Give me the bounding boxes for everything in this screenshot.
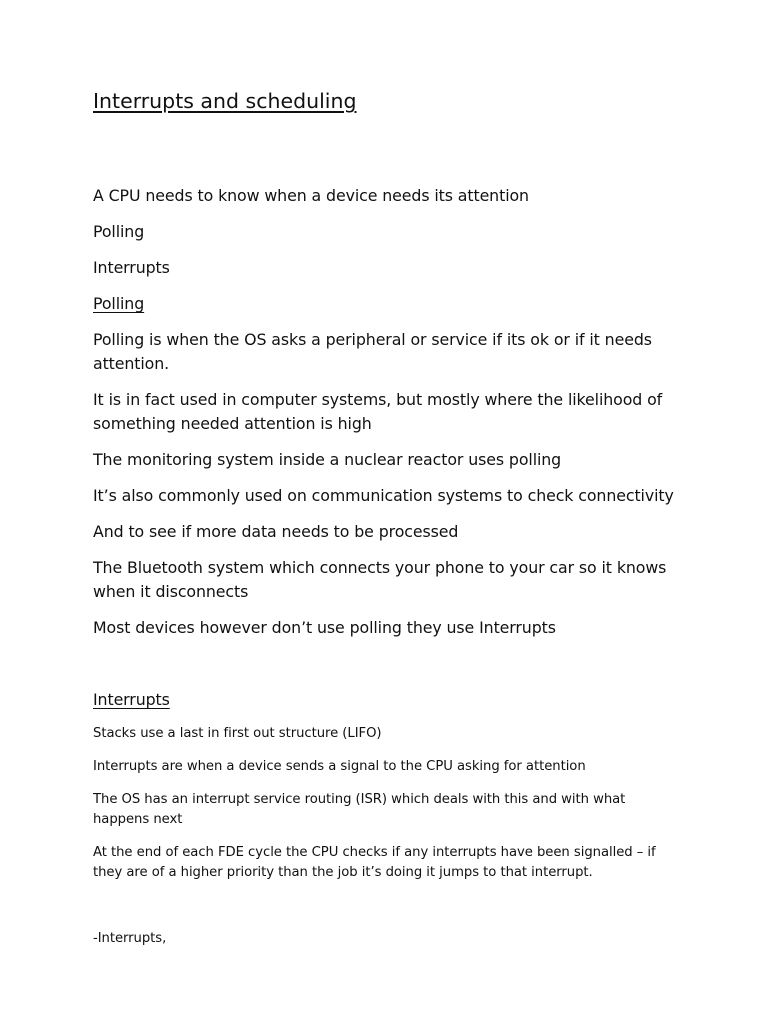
- intro-method-interrupts: Interrupts: [93, 258, 170, 277]
- polling-paragraph: And to see if more data needs to be processed: [93, 522, 459, 541]
- polling-paragraph: The monitoring system inside a nuclear reactor uses polling: [93, 450, 562, 469]
- interrupts-paragraph: The OS has an interrupt service routing (ISR) which deals with this and with what happens next: [93, 792, 626, 827]
- intro-lead: A CPU needs to know when a device needs its attention: [93, 186, 529, 205]
- polling-paragraph: Most devices however don’t use polling they use Interrupts: [93, 618, 556, 637]
- interrupts-paragraph: Interrupts are when a device sends a signal to the CPU asking for attention: [93, 759, 586, 774]
- intro-method-polling: Polling: [93, 222, 145, 241]
- polling-paragraph: It is in fact used in computer systems, but mostly where the likelihood of something needed attention is high: [93, 390, 663, 433]
- trailing-note: -Interrupts,: [93, 931, 167, 946]
- page-title: Interrupts and scheduling: [93, 89, 357, 113]
- interrupts-paragraph: Stacks use a last in first out structure (LIFO): [93, 726, 382, 741]
- polling-paragraph: Polling is when the OS asks a peripheral or service if its ok or if it needs attention.: [93, 330, 652, 373]
- polling-paragraph: It’s also commonly used on communication systems to check connectivity: [93, 486, 674, 505]
- interrupts-paragraph: At the end of each FDE cycle the CPU checks if any interrupts have been signalled – if they are of a higher priority than the job it’s doing it jumps to that interrupt.: [93, 845, 656, 880]
- polling-heading: Polling: [93, 294, 145, 313]
- interrupts-heading: Interrupts: [93, 690, 170, 709]
- document-content: [93, 88, 683, 949]
- polling-paragraph: The Bluetooth system which connects your phone to your car so it knows when it disconnects: [93, 558, 667, 601]
